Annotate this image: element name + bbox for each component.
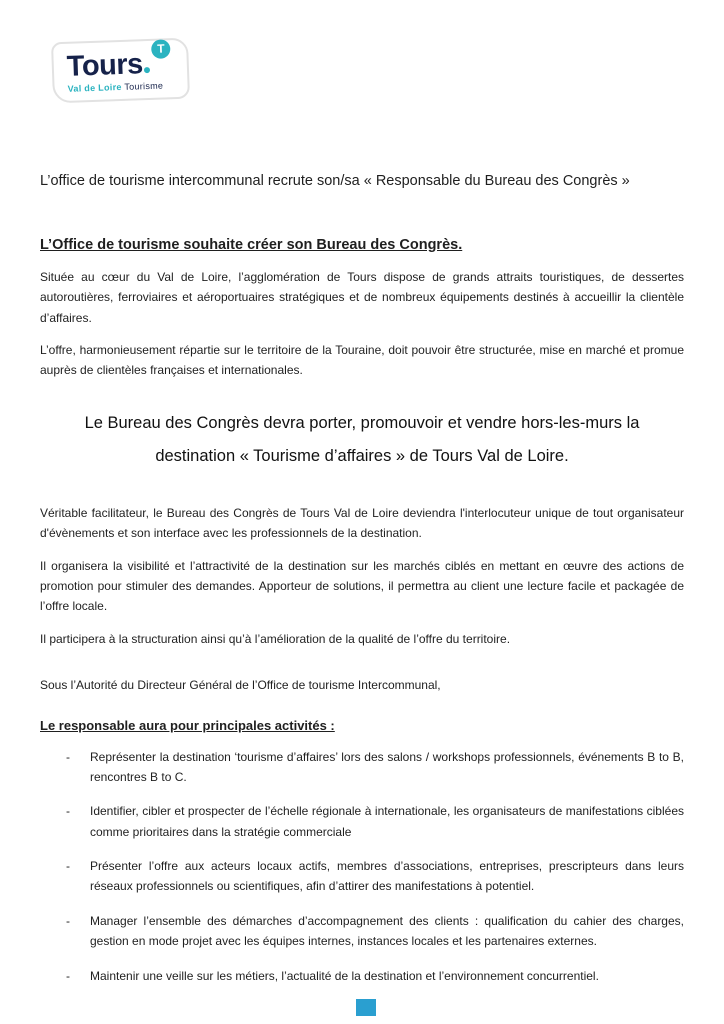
logo-wordmark	[66, 41, 171, 83]
highlight-line-1: Le Bureau des Congrès devra porter, promouvoir et vendre hors-les-murs la	[84, 413, 640, 432]
highlight-line-2: destination « Tourisme d’affaires » de Tours Val de Loire.	[155, 446, 569, 465]
list-item-text: Présenter l’offre aux acteurs locaux actifs, membres d’associations, entreprises, prescripteurs dans leurs réseaux professionnels ou scientifiques, afin d’attirer des manifestations à potentiel.	[90, 859, 684, 894]
bullet-marker: -	[66, 804, 70, 819]
logo-tagline-tourisme: Tourisme	[124, 80, 164, 92]
bullet-marker: -	[66, 749, 70, 764]
logo-dot-icon	[144, 67, 150, 73]
tours-logo	[51, 38, 190, 104]
bullet-marker: -	[66, 913, 70, 928]
list-item-text: Identifier, cibler et prospecter de l’échelle régionale à internationale, les organisateurs de manifestations ciblées comme prioritaires dans la stratégie commerciale	[90, 804, 684, 839]
bullet-marker: -	[66, 968, 70, 983]
list-item	[40, 966, 684, 986]
logo-brand-text: Tours	[66, 48, 144, 83]
logo-area	[40, 40, 684, 124]
section-heading-bureau: L’Office de tourisme souhaite créer son Bureau des Congrès.	[40, 236, 463, 253]
paragraph-intro-1: Située au cœur du Val de Loire, l’agglomération de Tours dispose de grands attraits touristiques, de dessertes autoroutières, ferroviaires et aéroportuaires stratégiques et de nombreux équipements destinés à accueillir la clientèle d’affaires.	[40, 269, 684, 325]
paragraph-mission-1: Véritable facilitateur, le Bureau des Congrès de Tours Val de Loire deviendra l'interlocuteur unique de tout organisateur d'évènements et son interface avec les professionnels de la destination.	[40, 505, 684, 541]
list-item	[40, 911, 684, 952]
list-item	[40, 747, 684, 788]
paragraph-intro-2: L’offre, harmonieusement répartie sur le territoire de la Touraine, doit pouvoir être structurée, mise en marché et promue auprès de clientèles françaises et internationales.	[40, 343, 684, 378]
list-item-text: Maintenir une veille sur les métiers, l’actualité de la destination et l’environnement concurrentiel.	[90, 968, 599, 983]
paragraph-authority: Sous l’Autorité du Directeur Général de l’Office de tourisme Intercommunal,	[40, 678, 441, 693]
list-item	[40, 856, 684, 897]
activities-list	[40, 747, 684, 987]
list-item-text: Manager l’ensemble des démarches d’accompagnement des clients : qualification du cahier des charges, gestion en mode projet avec les équipes internes, instances locales et les partenaires externes.	[90, 913, 684, 949]
highlight-statement	[40, 407, 684, 473]
section-heading-activities: Le responsable aura pour principales activités :	[40, 717, 335, 733]
logo-badge-icon: T	[151, 39, 171, 59]
list-item-text: Représenter la destination ‘tourisme d’affaires’ lors des salons / workshops professionnels, événements B to B, rencontres B to C.	[90, 749, 684, 784]
list-item	[40, 801, 684, 842]
paragraph-mission-3: Il participera à la structuration ainsi qu’à l’amélioration de la qualité de l’offre du territoire.	[40, 631, 511, 646]
footer-logo-mark	[356, 999, 376, 1016]
logo-tagline-valdeloire: Val de Loire	[67, 81, 122, 94]
recruitment-title: L’office de tourisme intercommunal recrute son/sa « Responsable du Bureau des Congrès »	[40, 173, 630, 189]
paragraph-mission-2: Il organisera la visibilité et l’attractivité de la destination sur les marchés ciblés en mettant en œuvre des actions de promotion pour stimuler des demandes. Apporteur de solutions, il permettra au client une lecture facile et packagée de l’offre locale.	[40, 558, 684, 614]
bullet-marker: -	[66, 859, 70, 874]
